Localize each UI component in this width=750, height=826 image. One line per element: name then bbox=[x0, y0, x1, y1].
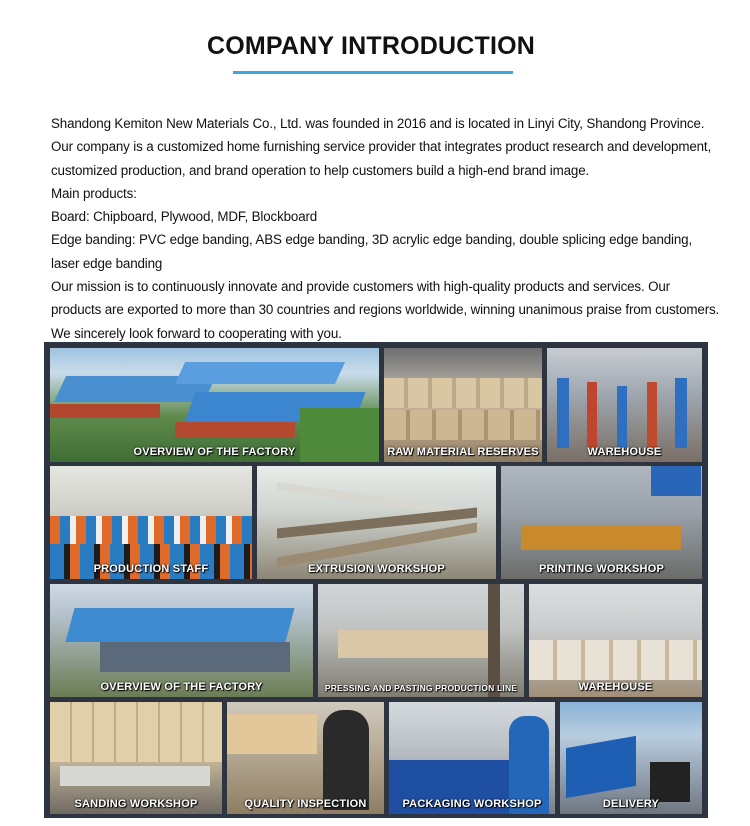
photo-factory-overview bbox=[50, 348, 379, 462]
caption: EXTRUSION WORKSHOP bbox=[308, 563, 445, 575]
photo-production-staff bbox=[50, 466, 252, 579]
photo-pressing-line bbox=[318, 584, 524, 697]
intro-line: customized production, and brand operation to help customers build a high-end brand image. bbox=[51, 162, 590, 178]
photo-warehouse-1 bbox=[547, 348, 702, 462]
caption: SANDING WORKSHOP bbox=[74, 798, 198, 810]
intro-line: Our mission is to continuously innovate and provide customers with high-quality products and services. Our bbox=[51, 279, 670, 295]
photo-gallery bbox=[44, 342, 708, 818]
caption: DELIVERY bbox=[602, 798, 660, 810]
photo-delivery bbox=[560, 702, 702, 814]
photo-extrusion-workshop bbox=[257, 466, 496, 579]
caption: PACKAGING WORKSHOP bbox=[402, 798, 542, 810]
caption: PRESSING AND PASTING PRODUCTION LINE bbox=[324, 683, 518, 693]
caption: QUALITY INSPECTION bbox=[244, 798, 367, 810]
caption: RAW MATERIAL RESERVES bbox=[387, 446, 539, 458]
caption: PRINTING WORKSHOP bbox=[538, 563, 664, 575]
intro-line: Main products: bbox=[51, 185, 137, 201]
photo-factory-aerial bbox=[50, 584, 313, 697]
intro-text bbox=[51, 112, 720, 345]
title-underline bbox=[233, 71, 513, 74]
caption: PRODUCTION STAFF bbox=[93, 563, 209, 575]
photo-printing-workshop bbox=[501, 466, 702, 579]
page-title: COMPANY INTRODUCTION bbox=[206, 32, 536, 60]
intro-line: Edge banding: PVC edge banding, ABS edge banding, 3D acrylic edge banding, double splicing edge banding, bbox=[51, 232, 693, 248]
intro-line: Board: Chipboard, Plywood, MDF, Blockboard bbox=[51, 209, 318, 225]
caption: OVERVIEW OF THE FACTORY bbox=[100, 681, 263, 693]
photo-quality-inspection bbox=[227, 702, 384, 814]
intro-line: Shandong Kemiton New Materials Co., Ltd. was founded in 2016 and is located in Linyi City, Shandong Province. bbox=[51, 116, 705, 131]
caption: WAREHOUSE bbox=[587, 446, 662, 458]
photo-raw-material bbox=[384, 348, 542, 462]
intro-line: Our company is a customized home furnishing service provider that integrates product research and development, bbox=[51, 139, 712, 155]
intro-line: We sincerely look forward to cooperating with you. bbox=[51, 325, 342, 341]
photo-packaging-workshop bbox=[389, 702, 555, 814]
intro-line: products are exported to more than 30 countries and regions worldwide, winning unanimous praise from customers. bbox=[51, 302, 720, 318]
photo-sanding-workshop bbox=[50, 702, 222, 814]
intro-line: laser edge banding bbox=[51, 255, 163, 271]
caption: WAREHOUSE bbox=[578, 681, 653, 693]
caption: OVERVIEW OF THE FACTORY bbox=[133, 446, 296, 458]
photo-warehouse-2 bbox=[529, 584, 702, 697]
